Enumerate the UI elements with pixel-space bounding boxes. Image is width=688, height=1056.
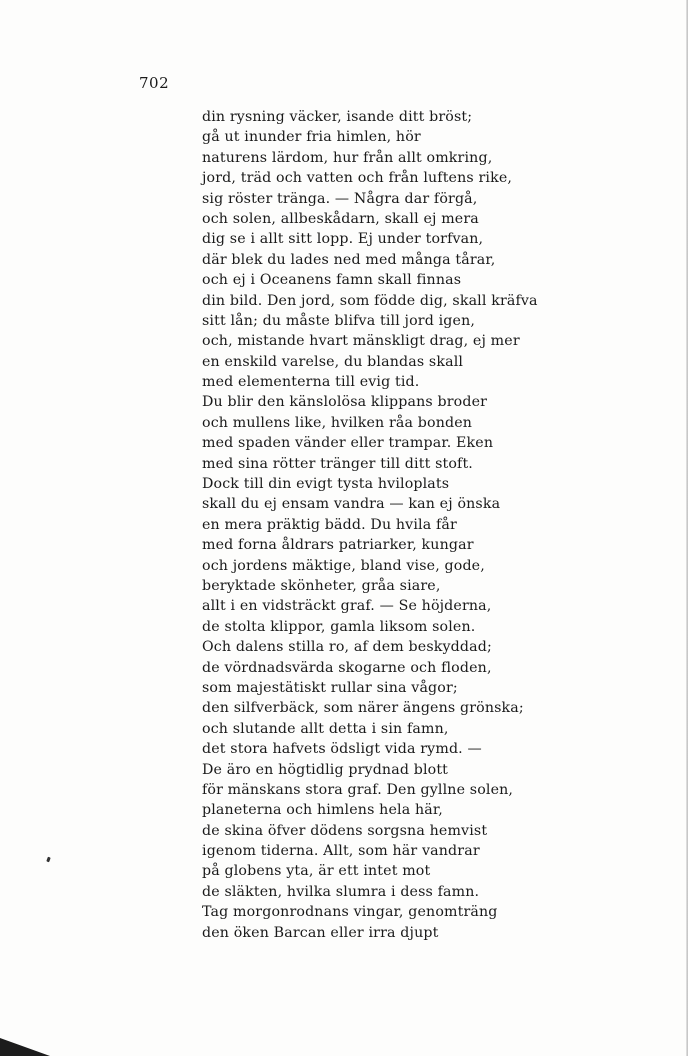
poem-line: dig se i allt sitt lopp. Ej under torfvan, [202, 231, 484, 248]
poem-line: naturens lärdom, hur från allt omkring, [202, 149, 493, 166]
poem-line: beryktade skönheter, gråa siare, [202, 577, 441, 594]
poem-line: jord, träd och vatten och från luftens rike, [202, 170, 513, 187]
poem-line: skall du ej ensam vandra — kan ej önska [202, 496, 501, 513]
poem-line: en mera präktig bädd. Du hvila får [202, 516, 457, 533]
poem-line: planeterna och himlens hela här, [202, 802, 443, 819]
poem-line: De äro en högtidlig prydnad blott [202, 761, 449, 778]
poem-line: gå ut inunder fria himlen, hör [202, 129, 421, 146]
poem-line: Tag morgonrodnans vingar, genomträng [202, 904, 498, 921]
poem-line: Och dalens stilla ro, af dem beskyddad; [202, 639, 492, 656]
poem-line: din bild. Den jord, som födde dig, skall kräfva [202, 292, 538, 309]
poem-text [202, 107, 672, 943]
poem-line: och solen, allbeskådarn, skall ej mera [202, 210, 479, 227]
poem-line: och, mistande hvart mänskligt drag, ej mer [202, 333, 520, 350]
poem-line: en enskild varelse, du blandas skall [202, 353, 464, 370]
poem-line: på globens yta, är ett intet mot [202, 863, 431, 880]
poem-line: med elementerna till evig tid. [202, 374, 420, 391]
poem-line: den silfverbäck, som närer ängens grönska; [202, 700, 524, 717]
poem-line: med spaden vänder eller trampar. Eken [202, 435, 494, 452]
poem-line: och slutande allt detta i sin famn, [202, 720, 449, 737]
poem-line: och jordens mäktige, bland vise, gode, [202, 557, 485, 574]
page-number: 702 [139, 74, 170, 92]
poem-line: de skina öfver dödens sorgsna hemvist [202, 822, 488, 839]
ink-speck [46, 857, 51, 863]
poem-line: de stolta klippor, gamla liksom solen. [202, 618, 476, 635]
poem-line: för mänskans stora graf. Den gyllne solen, [202, 781, 514, 798]
poem-line: med forna åldrars patriarker, kungar [202, 537, 474, 554]
poem-line: Du blir den känslolösa klippans broder [202, 394, 488, 411]
poem-line: det stora hafvets ödsligt vida rymd. — [202, 741, 482, 758]
page-corner-shadow [0, 1026, 50, 1056]
poem-line: och mullens like, hvilken råa bonden [202, 414, 473, 431]
poem-line: med sina rötter tränger till ditt stoft. [202, 455, 473, 472]
poem-line: igenom tiderna. Allt, som här vandrar [202, 843, 480, 860]
poem-line: sitt lån; du måste blifva till jord igen, [202, 312, 476, 329]
poem-line: allt i en vidsträckt graf. — Se höjderna, [202, 598, 492, 615]
poem-line: som majestätiskt rullar sina vågor; [202, 679, 458, 696]
poem-line: sig röster tränga. — Några dar förgå, [202, 190, 478, 207]
poem-line: och ej i Oceanens famn skall finnas [202, 272, 462, 289]
poem-line: din rysning väcker, isande ditt bröst; [202, 109, 473, 125]
poem-line: där blek du lades ned med många tårar, [202, 251, 496, 268]
poem-line: Dock till din evigt tysta hviloplats [202, 476, 450, 493]
poem-line: de släkten, hvilka slumra i dess famn. [202, 883, 480, 900]
poem-line: den öken Barcan eller irra djupt [202, 924, 439, 941]
poem-line: de vördnadsvärda skogarne och floden, [202, 659, 492, 676]
